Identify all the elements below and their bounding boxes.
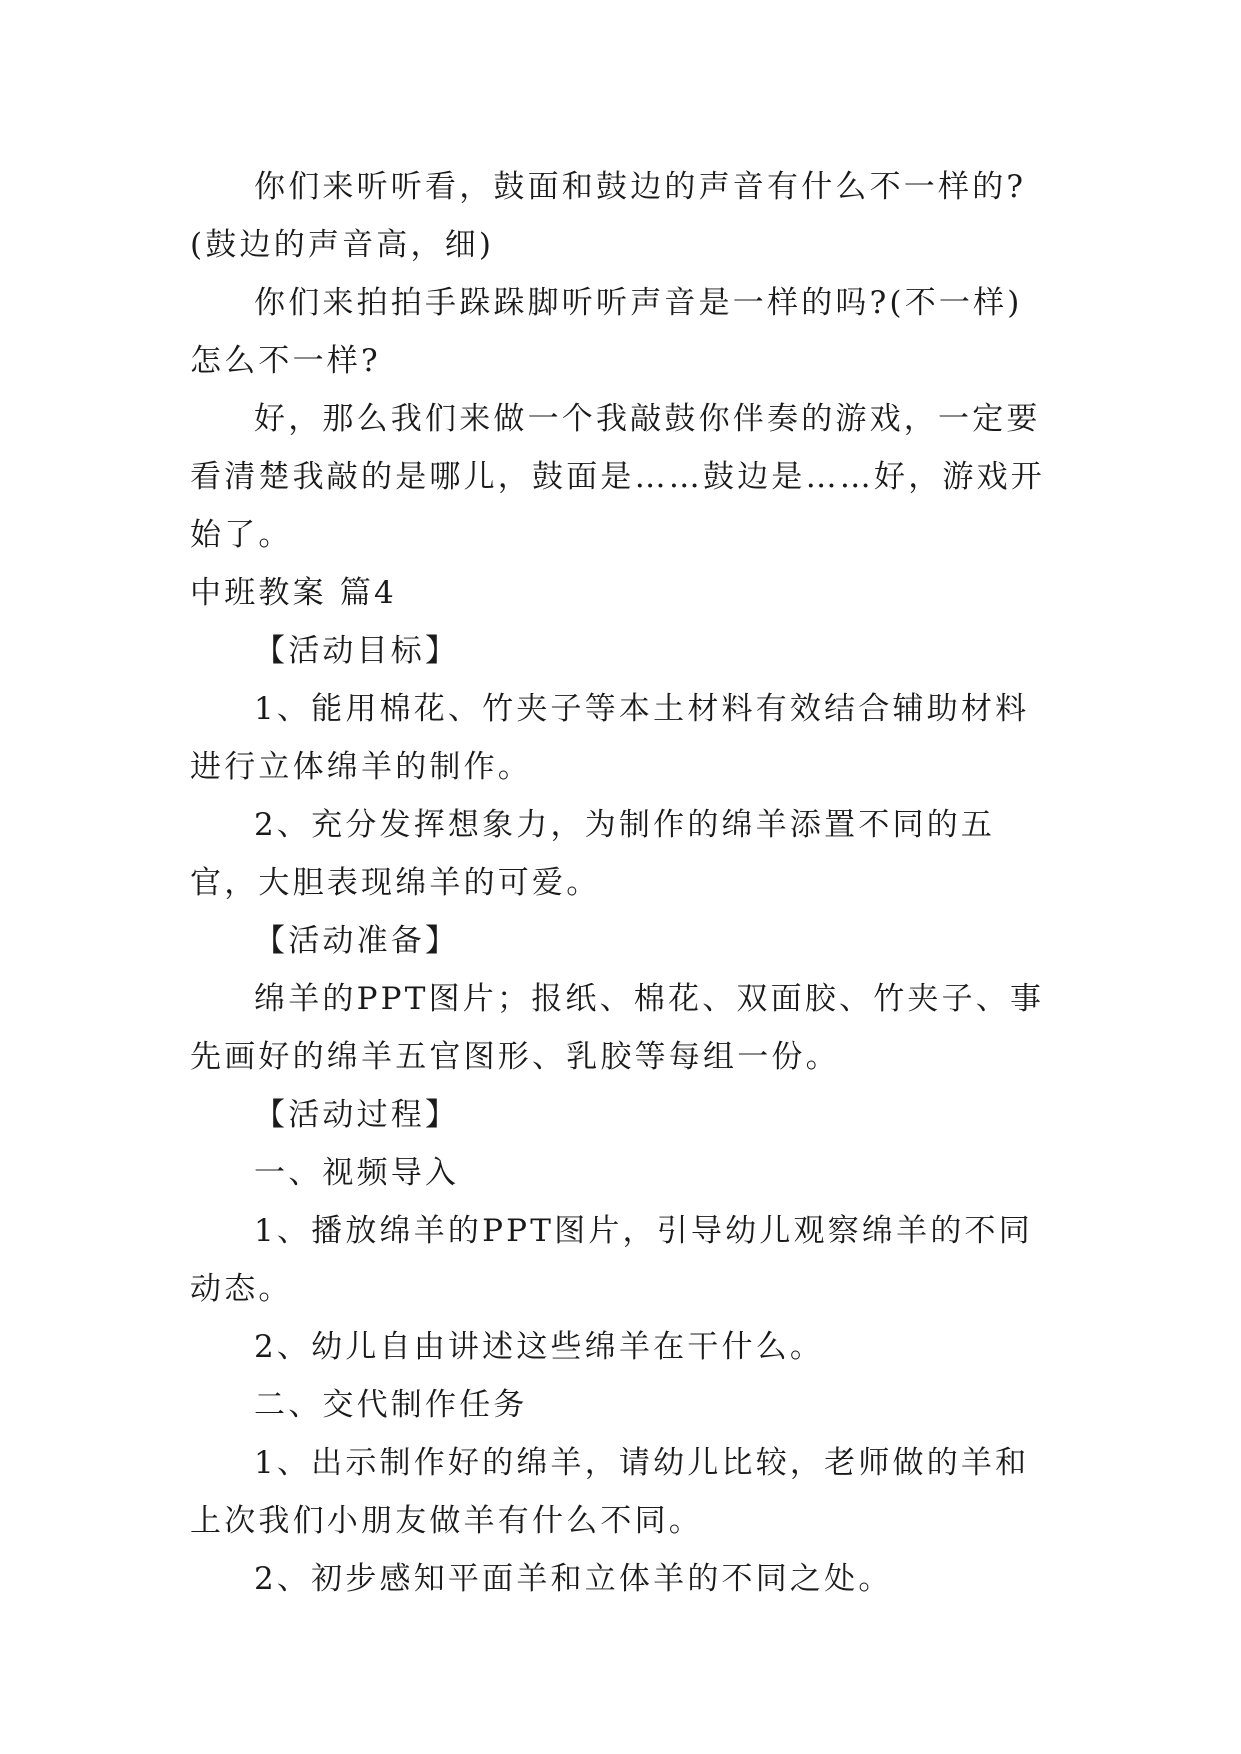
step2-item-2: 2、初步感知平面羊和立体羊的不同之处。 [254, 1561, 893, 1597]
step2-heading: 二、交代制作任务 [254, 1387, 528, 1423]
section-title: 中班教案 篇4 [190, 575, 397, 611]
goal-item-1: 1、能用棉花、竹夹子等本土材料有效结合辅助材料进行立体绵羊的制作。 [190, 691, 1030, 785]
step1-item-1: 1、播放绵羊的PPT图片，引导幼儿观察绵羊的不同动态。 [190, 1213, 1033, 1307]
prep-text: 绵羊的PPT图片；报纸、棉花、双面胶、竹夹子、事先画好的绵羊五官图形、乳胶等每组一份。 [190, 981, 1045, 1075]
goal-heading: 【活动目标】 [254, 633, 460, 669]
step1-item-2: 2、幼儿自由讲述这些绵羊在干什么。 [254, 1329, 825, 1365]
paragraph-clap-stomp: 你们来拍拍手跺跺脚听听声音是一样的吗?(不一样)怎么不一样? [190, 285, 1023, 379]
paragraph-game-intro: 好，那么我们来做一个我敲鼓你伴奏的游戏，一定要看清楚我敲的是哪儿，鼓面是……鼓边是……好，游戏开始了。 [190, 401, 1045, 553]
step1-heading: 一、视频导入 [254, 1155, 460, 1191]
paragraph-drum-sound: 你们来听听看，鼓面和鼓边的声音有什么不一样的?(鼓边的声音高，细) [190, 169, 1027, 263]
prep-heading: 【活动准备】 [254, 923, 460, 959]
process-heading: 【活动过程】 [254, 1097, 460, 1133]
goal-item-2: 2、充分发挥想象力，为制作的绵羊添置不同的五官，大胆表现绵羊的可爱。 [190, 807, 996, 901]
document-page [190, 158, 1050, 1608]
step2-item-1: 1、出示制作好的绵羊，请幼儿比较，老师做的羊和上次我们小朋友做羊有什么不同。 [190, 1445, 1030, 1539]
